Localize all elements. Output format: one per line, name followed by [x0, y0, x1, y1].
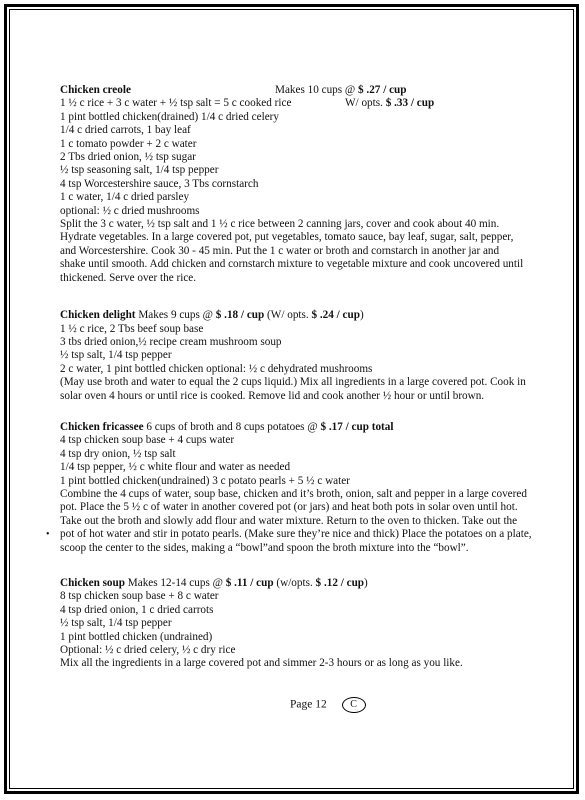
- yield-text: 6 cups of broth and 8 cups potatoes @: [143, 420, 321, 433]
- options-label: W/ opts.: [345, 97, 386, 110]
- directions-line: Hydrate vegetables. In a large covered pot, put vegetables, tomato sauce, bay leaf, sugar, salt, pepper,: [60, 231, 514, 244]
- recipe-chicken-fricassee: [60, 421, 560, 555]
- ingredient-text: 1 ½ c rice + 3 c water + ½ tsp salt = 5 c cooked rice: [60, 97, 292, 110]
- ingredient-line: 4 tsp chicken soup base + 4 cups water: [60, 434, 235, 447]
- directions-line: Combine the 4 cups of water, soup base, chicken and it’s broth, onion, salt and pepper in a large covered: [60, 487, 527, 500]
- recipe-chicken-soup: [60, 577, 560, 671]
- options-label: (w/opts.: [273, 577, 316, 589]
- page-number: Page 12: [290, 698, 327, 711]
- recipe-header: [60, 84, 560, 97]
- options-price: $ .33 / cup: [385, 97, 435, 110]
- yield-text: Makes 10 cups @: [275, 84, 359, 96]
- ingredient-line: 4 tsp dry onion, ½ tsp salt: [60, 447, 176, 460]
- recipe-title: Chicken fricassee: [60, 420, 144, 433]
- ingredient-line: 4 tsp Worcestershire sauce, 3 Tbs cornstarch: [60, 177, 259, 190]
- ingredient-line: 1 pint bottled chicken (undrained): [60, 630, 213, 643]
- recipe-chicken-creole: [60, 84, 560, 285]
- recipe-header: [60, 309, 560, 322]
- recipe-chicken-delight: [60, 309, 560, 403]
- directions-line: Mix all the ingredients in a large covered pot and simmer 2-3 hours or as long as you like.: [60, 657, 463, 670]
- options-label: (W/ opts.: [264, 309, 312, 322]
- ingredient-line: ½ tsp salt, 1/4 tsp pepper: [60, 349, 172, 362]
- recipe-title: Chicken delight: [60, 309, 136, 322]
- ingredient-line: [60, 97, 560, 110]
- recipe-header: [60, 421, 560, 434]
- directions-line: pot of hot water and stir in potato pearls. (Make sure they’re nice and thick) Place the potatoes on a plate,: [60, 528, 532, 541]
- ingredient-line: 1 c water, 1/4 c dried parsley: [60, 191, 190, 204]
- directions-line: thickened. Serve over the rice.: [60, 271, 197, 284]
- recipe-header: [60, 577, 560, 590]
- options-cost: [345, 97, 434, 110]
- ingredient-line: Optional: ½ c dried celery, ½ c dry rice: [60, 644, 236, 657]
- directions-line: Take out the broth and slowly add flour and water mixture. Return to the oven to thicken. Take out the: [60, 514, 518, 527]
- directions-line: shake until smooth. Add chicken and cornstarch mixture to vegetable mixture and cook uncovered until: [60, 258, 524, 271]
- yield-text: Makes 9 cups @: [135, 309, 216, 322]
- recipe-title: Chicken creole: [60, 84, 131, 96]
- cost-per-cup: $ .18 / cup: [215, 309, 265, 322]
- cost-per-cup: $ .27 / cup: [358, 84, 407, 96]
- yield-text: Makes 12-14 cups @: [124, 577, 226, 589]
- ingredient-line: 8 tsp chicken soup base + 8 c water: [60, 590, 219, 603]
- directions-line: pot. Place the 5 ½ c of water in another covered pot (or jars) and heat both pots in solar oven until hot.: [60, 501, 518, 514]
- recipe-page: [60, 84, 560, 685]
- ingredient-line: 3 tbs dried onion,½ recipe cream mushroom soup: [60, 335, 282, 348]
- ingredient-line: ½ tsp seasoning salt, 1/4 tsp pepper: [60, 164, 219, 177]
- ingredient-line: 2 Tbs dried onion, ½ tsp sugar: [60, 151, 196, 164]
- copyright-icon: C: [342, 697, 366, 713]
- ingredient-line: 2 c water, 1 pint bottled chicken optional: ½ c dehydrated mushrooms: [60, 362, 373, 375]
- ingredient-line: 1 pint bottled chicken(undrained) 3 c potato pearls + 5 ½ c water: [60, 474, 350, 487]
- options-close: ): [364, 577, 368, 589]
- cost-per-cup: $ .11 / cup: [225, 577, 274, 589]
- options-price: $ .12 / cup: [315, 577, 365, 589]
- options-close: ): [359, 309, 364, 322]
- recipe-yield: [275, 84, 407, 97]
- ingredient-line: 1 c tomato powder + 2 c water: [60, 137, 197, 150]
- directions-line: scoop the center to the sides, making a “bowl”and spoon the broth mixture into the “bowl”.: [60, 541, 469, 554]
- cost-per-cup: $ .17 / cup total: [320, 420, 394, 433]
- page-footer: [290, 697, 366, 713]
- directions-line: (May use broth and water to equal the 2 cups liquid.) Mix all ingredients in a large covered pot. Cook in: [60, 376, 526, 389]
- directions-line: solar oven 4 hours or until rice is cooked. Remove lid and cook another ½ hour or until brown.: [60, 389, 485, 402]
- ingredient-line: 1 pint bottled chicken(drained) 1/4 c dried celery: [60, 110, 280, 123]
- ingredient-line: 4 tsp dried onion, 1 c dried carrots: [60, 603, 214, 616]
- ingredient-line: ½ tsp salt, 1/4 tsp pepper: [60, 617, 172, 630]
- recipe-title: Chicken soup: [60, 577, 125, 589]
- ingredient-line: 1/4 tsp pepper, ½ c white flour and water as needed: [60, 461, 291, 474]
- directions-line: and Worcestershire. Cook 30 - 45 min. Put the 1 c water or broth and cornstarch in another jar and: [60, 244, 500, 257]
- directions-line: Split the 3 c water, ½ tsp salt and 1 ½ c rice between 2 canning jars, cover and cook about 40 min.: [60, 218, 500, 231]
- margin-mark: •: [46, 529, 50, 540]
- options-price: $ .24 / cup: [311, 309, 360, 322]
- ingredient-line: 1 ½ c rice, 2 Tbs beef soup base: [60, 322, 204, 335]
- ingredient-line: 1/4 c dried carrots, 1 bay leaf: [60, 124, 191, 137]
- ingredient-line: optional: ½ c dried mushrooms: [60, 204, 200, 217]
